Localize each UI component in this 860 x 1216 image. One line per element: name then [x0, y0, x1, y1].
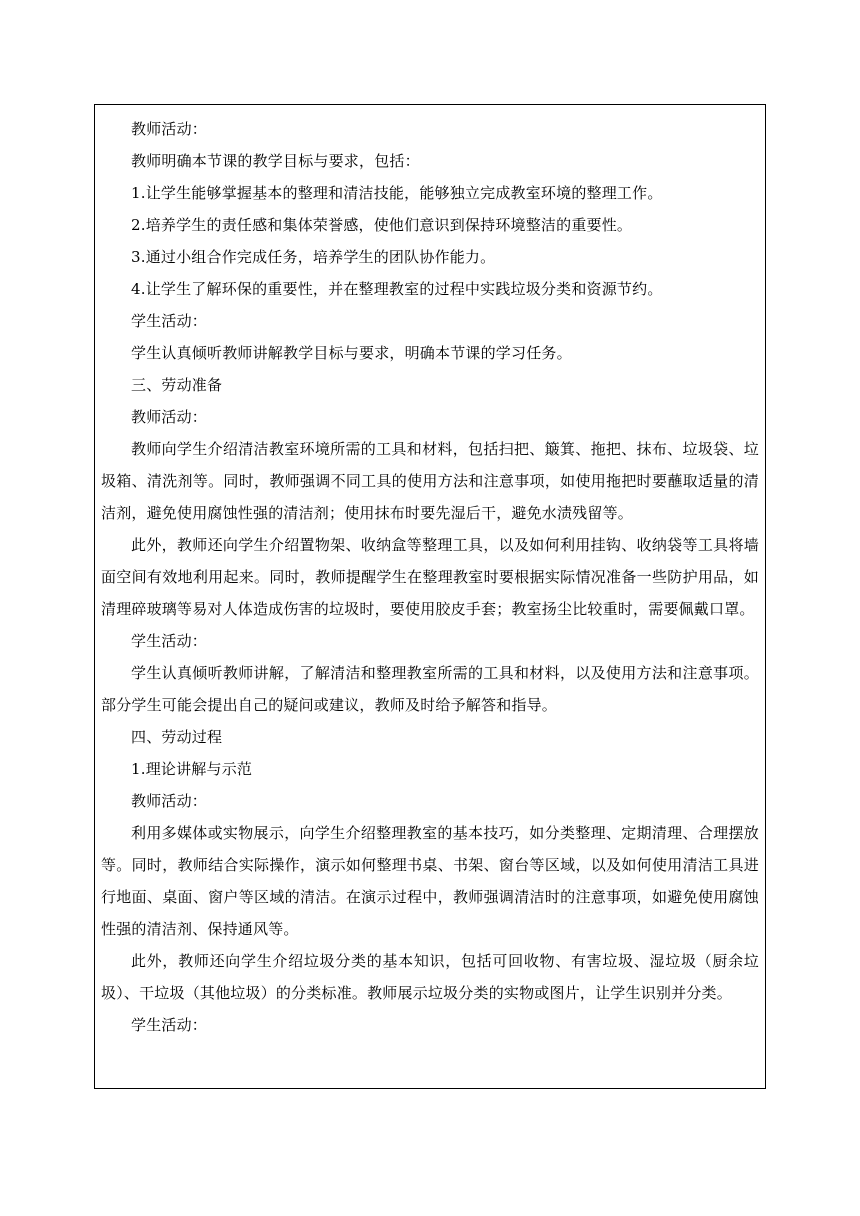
subheading-theory-demo: 1.理论讲解与示范 [131, 760, 253, 778]
paragraph-goal-1: 1.让学生能够掌握基本的整理和清洁技能，能够独立完成教室环境的整理工作。 [131, 184, 663, 202]
paragraph-student-listen-tools: 学生认真倾听教师讲解，了解清洁和整理教室所需的工具和材料，以及使用方法和注意事项。部分学生可能会提出自己的疑问或建议，教师及时给予解答和指导。 [101, 664, 759, 714]
section-heading-labor-process: 四、劳动过程 [131, 728, 223, 746]
section-heading-labor-preparation: 三、劳动准备 [131, 376, 223, 394]
paragraph-student-activity-1: 学生活动： [131, 312, 208, 330]
paragraph-goal-2: 2.培养学生的责任感和集体荣誉感，使他们意识到保持环境整洁的重要性。 [131, 216, 633, 234]
paragraph-teacher-activity-2: 教师活动： [131, 408, 208, 426]
paragraph-student-listen-goals: 学生认真倾听教师讲解教学目标与要求，明确本节课的学习任务。 [131, 344, 572, 362]
paragraph-student-activity-2: 学生活动： [131, 632, 208, 650]
paragraph-organizing-tools: 此外，教师还向学生介绍置物架、收纳盒等整理工具，以及如何利用挂钩、收纳袋等工具将墙面空间有效地利用起来。同时，教师提醒学生在整理教室时要根据实际情况准备一些防护用品，如清理碎玻璃等易对人体造成伤害的垃圾时，要使用胶皮手套；教室扬尘比较重时，需要佩戴口罩。 [101, 536, 759, 618]
paragraph-student-activity-3: 学生活动： [131, 1016, 208, 1034]
paragraph-goal-3: 3.通过小组合作完成任务，培养学生的团队协作能力。 [131, 248, 496, 266]
document-body [101, 113, 759, 1041]
paragraph-tools-introduction: 教师向学生介绍清洁教室环境所需的工具和材料，包括扫把、簸箕、拖把、抹布、垃圾袋、垃圾箱、清洗剂等。同时，教师强调不同工具的使用方法和注意事项，如使用拖把时要蘸取适量的清洁剂，避免使用腐蚀性强的清洁剂；使用抹布时要先湿后干，避免水渍残留等。 [101, 440, 759, 522]
paragraph-teacher-activity-3: 教师活动： [131, 792, 208, 810]
paragraph-teacher-activity-1: 教师活动： [131, 120, 208, 138]
paragraph-goal-4: 4.让学生了解环保的重要性，并在整理教室的过程中实践垃圾分类和资源节约。 [131, 280, 663, 298]
paragraph-garbage-sorting: 此外，教师还向学生介绍垃圾分类的基本知识，包括可回收物、有害垃圾、湿垃圾（厨余垃圾）、干垃圾（其他垃圾）的分类标准。教师展示垃圾分类的实物或图片，让学生识别并分类。 [101, 952, 759, 1002]
paragraph-multimedia-demo: 利用多媒体或实物展示，向学生介绍整理教室的基本技巧，如分类整理、定期清理、合理摆放等。同时，教师结合实际操作，演示如何整理书桌、书架、窗台等区域，以及如何使用清洁工具进行地面、桌面、窗户等区域的清洁。在演示过程中，教师强调清洁时的注意事项，如避免使用腐蚀性强的清洁剂、保持通风等。 [101, 824, 759, 938]
paragraph-goals-intro: 教师明确本节课的教学目标与要求，包括： [131, 152, 420, 170]
